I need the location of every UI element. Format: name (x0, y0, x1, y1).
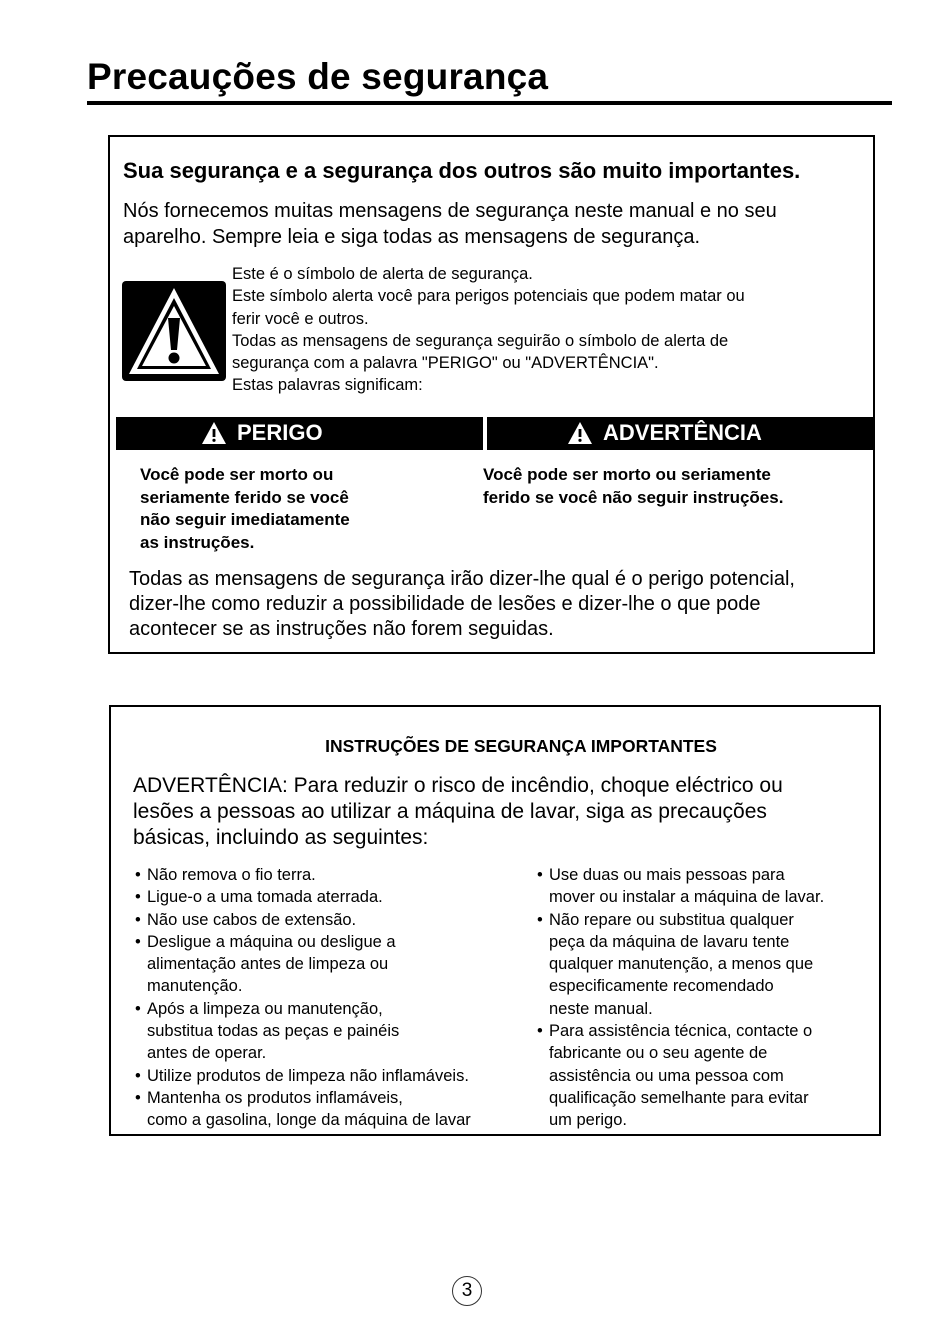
list-item-continuation: peça da máquina de lavaru tente (549, 932, 790, 951)
alert-line: ferir você e outros. (232, 309, 369, 328)
alert-line: Este símbolo alerta você para perigos potenciais que podem matar ou (232, 287, 745, 306)
alert-line: Este é o símbolo de alerta de segurança. (232, 265, 533, 283)
bullet-icon: • (135, 910, 141, 929)
list-item-continuation: neste manual. (549, 999, 653, 1018)
intro-line: Nós fornecemos muitas mensagens de segurança neste manual e no seu (123, 200, 777, 222)
important-instructions-box (109, 705, 881, 1136)
perigo-description (140, 464, 440, 554)
bullet-icon: • (135, 999, 141, 1018)
closing-line: dizer-lhe como reduzir a possibilidade de lesões e dizer-lhe o que pode (129, 593, 761, 615)
alert-line: Estas palavras significam: (232, 376, 423, 395)
list-item: • Para assistência técnica, contacte o (537, 1020, 882, 1042)
bullet-icon: • (537, 910, 543, 929)
warning-line: básicas, incluindo as seguintes: (133, 826, 429, 849)
bullet-icon: • (135, 932, 141, 951)
list-item: • Use duas ou mais pessoas para (537, 864, 882, 886)
closing-line: acontecer se as instruções não forem seguidas. (129, 618, 554, 640)
warning-triangle-icon (201, 421, 227, 445)
page-number: 3 (452, 1276, 482, 1306)
list-item: • Utilize produtos de limpeza não inflamáveis. (135, 1065, 535, 1087)
instructions-heading: INSTRUÇÕES DE SEGURANÇA IMPORTANTES (325, 736, 717, 756)
instructions-right-column (537, 864, 882, 1132)
instructions-left-column (135, 864, 535, 1132)
advertencia-description (483, 464, 868, 509)
list-item: • Não remova o fio terra. (135, 864, 535, 886)
safety-closing (129, 567, 874, 642)
bullet-icon: • (537, 866, 543, 884)
safety-heading: Sua segurança e a segurança dos outros são muito importantes. (123, 158, 801, 183)
warning-triangle-icon (122, 281, 226, 381)
list-item: • Não repare ou substitua qualquer (537, 909, 882, 931)
perigo-line: as instruções. (140, 532, 255, 552)
advertencia-line: Você pode ser morto ou seriamente (483, 465, 771, 484)
list-item-continuation: qualificação semelhante para evitar (549, 1088, 809, 1107)
list-item-continuation: antes de operar. (147, 1044, 267, 1063)
advertencia-line: ferido se você não seguir instruções. (483, 487, 784, 507)
list-item: • Desligue a máquina ou desligue a (135, 931, 535, 953)
alert-line: Todas as mensagens de segurança seguirão o símbolo de alerta de (232, 331, 729, 350)
list-item-continuation: fabricante ou o seu agente de (549, 1044, 768, 1063)
list-item-continuation: mover ou instalar a máquina de lavar. (549, 888, 825, 907)
warning-line: lesões a pessoas ao utilizar a máquina de lavar, siga as precauções (133, 800, 767, 823)
closing-line: Todas as mensagens de segurança irão dizer-lhe qual é o perigo potencial, (129, 568, 795, 590)
list-item: • Ligue-o a uma tomada aterrada. (135, 886, 535, 908)
list-item-continuation: alimentação antes de limpeza ou (147, 955, 389, 974)
perigo-line: seriamente ferido se você (140, 487, 349, 507)
safety-message-box (108, 135, 875, 654)
list-item-continuation: manutenção. (147, 977, 243, 996)
list-item: • Mantenha os produtos inflamáveis, (135, 1087, 535, 1109)
list-item-continuation: substitua todas as peças e painéis (147, 1022, 400, 1041)
list-item-continuation: assistência ou uma pessoa com (549, 1066, 784, 1085)
bullet-icon: • (135, 1066, 141, 1085)
list-item-continuation: um perigo. (549, 1111, 627, 1130)
alert-description (232, 263, 867, 397)
perigo-banner (116, 417, 483, 450)
perigo-label: PERIGO (237, 420, 323, 445)
list-item: • Não use cabos de extensão. (135, 909, 535, 931)
list-item-continuation: como a gasolina, longe da máquina de lavar (147, 1111, 471, 1130)
list-item-continuation: qualquer manutenção, a menos que (549, 955, 814, 974)
bullet-icon: • (537, 1022, 543, 1041)
warning-triangle-icon (567, 421, 593, 445)
list-item-continuation: especificamente recomendado (549, 977, 774, 996)
alert-line: segurança com a palavra "PERIGO" ou "ADVERTÊNCIA". (232, 354, 659, 373)
bullet-icon: • (135, 1088, 141, 1107)
advertencia-banner (487, 417, 873, 450)
bullet-icon: • (135, 866, 141, 884)
perigo-line: Você pode ser morto ou (140, 465, 334, 484)
list-item: • Após a limpeza ou manutenção, (135, 998, 535, 1020)
perigo-line: não seguir imediatamente (140, 510, 350, 529)
advertencia-label: ADVERTÊNCIA (603, 420, 762, 445)
title-divider (87, 101, 892, 105)
intro-line: aparelho. Sempre leia e siga todas as mensagens de segurança. (123, 226, 701, 248)
instructions-warning (133, 773, 873, 851)
bullet-icon: • (135, 888, 141, 907)
signal-word-bar (116, 417, 873, 450)
page-title: Precauções de segurança (87, 56, 549, 97)
warning-line: ADVERTÊNCIA: Para reduzir o risco de incêndio, choque eléctrico ou (133, 774, 783, 797)
safety-intro (123, 198, 863, 250)
